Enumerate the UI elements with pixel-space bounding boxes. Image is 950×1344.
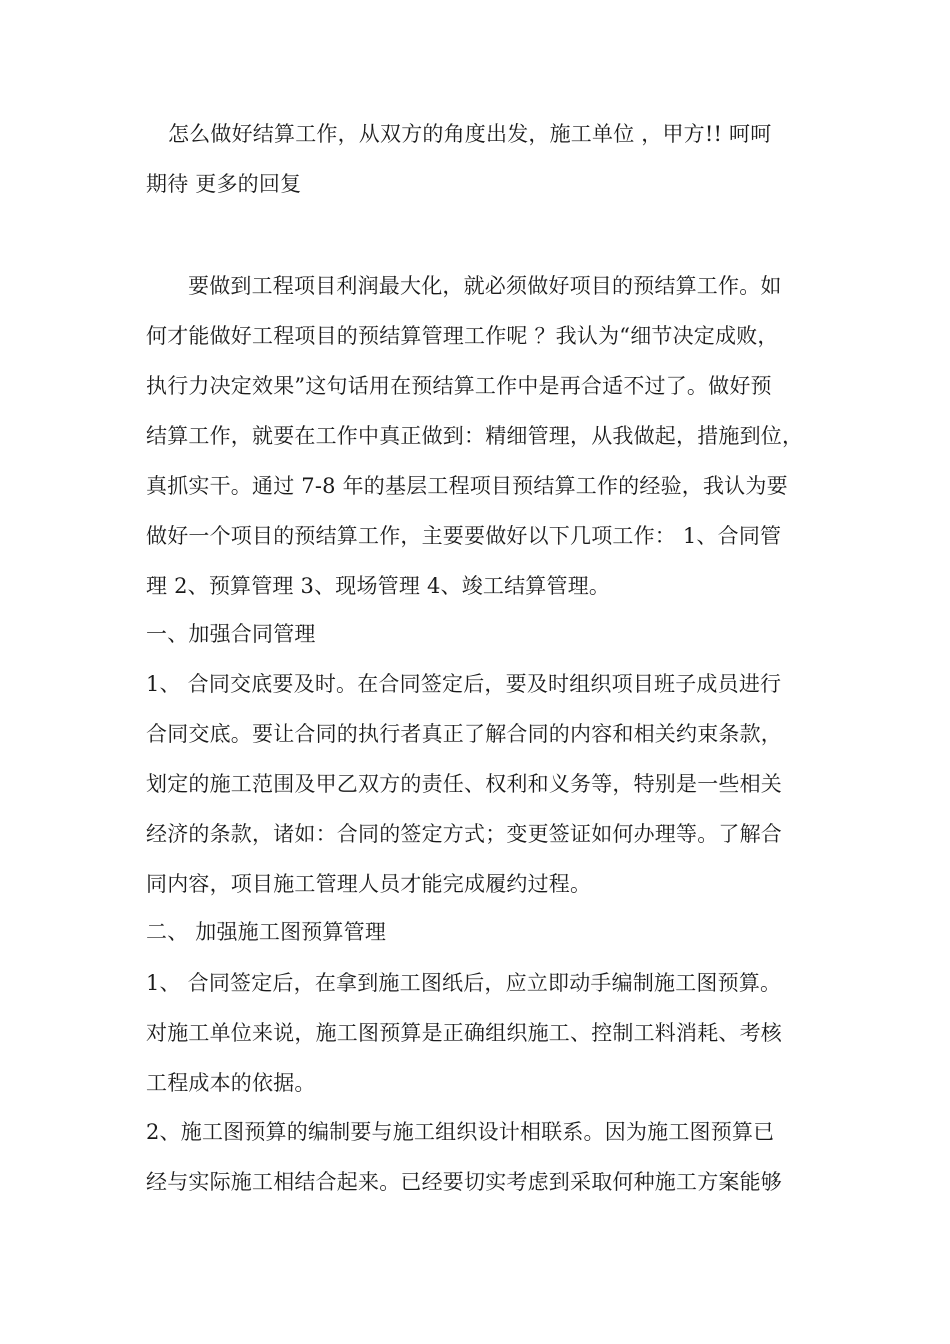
section-1-item-1-line-1: 1、 合同交底要及时。在合同签定后，要及时组织项目班子成员进行 xyxy=(146,672,782,696)
section-1-item-1 xyxy=(146,659,806,909)
section-1-heading-text: 一、加强合同管理 xyxy=(146,622,316,646)
intro-line-2: 何才能做好工程项目的预结算管理工作呢 ？我认为“细节决定成败， xyxy=(146,324,779,348)
intro-line-5: 真抓实干。通过 7-8 年的基层工程项目预结算工作的经验，我认为要 xyxy=(146,474,788,498)
question-line-1: 怎么做好结算工作，从双方的角度出发，施工单位 ，甲方!! 呵呵 xyxy=(168,122,772,146)
section-1-item-1-line-2: 合同交底。要让合同的执行者真正了解合同的内容和相关约束条款， xyxy=(146,722,782,746)
intro-line-4: 结算工作，就要在工作中真正做到：精细管理，从我做起，措施到位， xyxy=(146,424,804,448)
section-1-item-1-line-3: 划定的施工范围及甲乙双方的责任、权利和义务等，特别是一些相关 xyxy=(146,772,782,796)
intro-line-6: 做好一个项目的预结算工作，主要要做好以下几项工作： 1、合同管 xyxy=(146,524,782,548)
section-1-item-1-line-4: 经济的条款，诸如：合同的签定方式；变更签证如何办理等。了解合 xyxy=(146,822,782,846)
section-2-item-2-line-1: 2、施工图预算的编制要与施工组织设计相联系。因为施工图预算已 xyxy=(146,1120,775,1144)
section-1-heading xyxy=(146,609,806,659)
intro-line-3: 执行力决定效果”这句话用在预结算工作中是再合适不过了。做好预 xyxy=(146,374,772,398)
intro-line-1: 要做到工程项目利润最大化，就必须做好项目的预结算工作。如 xyxy=(188,274,782,298)
section-2-heading-text: 二、 加强施工图预算管理 xyxy=(146,920,387,944)
intro-paragraph xyxy=(146,261,806,611)
section-2-item-1 xyxy=(146,958,806,1108)
section-1-item-1-line-5: 同内容，项目施工管理人员才能完成履约过程。 xyxy=(146,872,592,896)
section-2-item-2 xyxy=(146,1107,806,1207)
section-2-item-1-line-3: 工程成本的依据。 xyxy=(146,1071,316,1095)
section-2-heading xyxy=(146,907,806,957)
intro-line-7: 理 2、预算管理 3、现场管理 4、竣工结算管理。 xyxy=(146,574,611,598)
question-line-2: 期待 更多的回复 xyxy=(146,172,302,196)
question-paragraph xyxy=(146,109,806,209)
section-2-item-1-line-2: 对施工单位来说，施工图预算是正确组织施工、控制工料消耗、考核 xyxy=(146,1021,782,1045)
section-2-item-1-line-1: 1、 合同签定后，在拿到施工图纸后，应立即动手编制施工图预算。 xyxy=(146,971,782,995)
section-2-item-2-line-2: 经与实际施工相结合起来。已经要切实考虑到采取何种施工方案能够 xyxy=(146,1170,782,1194)
